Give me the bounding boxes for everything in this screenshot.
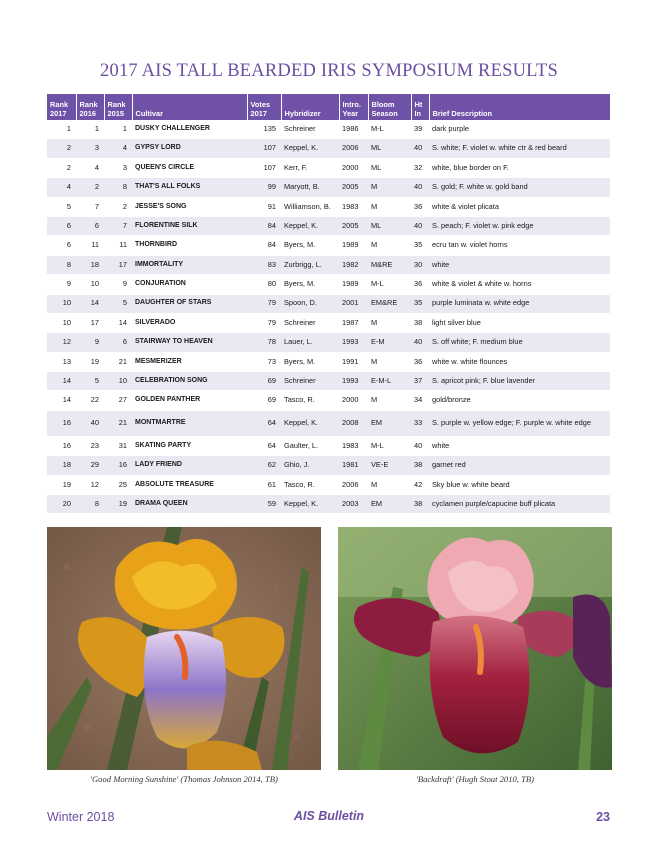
column-header-line: Rank (50, 100, 69, 109)
table-cell: Keppel, K. (281, 495, 339, 514)
table-cell: 2000 (339, 391, 368, 410)
table-cell: M (368, 391, 411, 410)
table-cell: 64 (247, 436, 281, 455)
table-cell: 40 (411, 436, 429, 455)
table-cell: 40 (76, 410, 104, 436)
table-cell: 3 (104, 158, 132, 177)
table-cell: 18 (76, 255, 104, 274)
table-cell: 4 (47, 178, 76, 197)
table-cell: ecru tan w. violet horns (429, 236, 610, 255)
table-cell: 62 (247, 456, 281, 475)
table-cell: 6 (47, 216, 76, 235)
column-header (368, 94, 411, 120)
table-cell: 5 (104, 294, 132, 313)
table-cell: 17 (104, 255, 132, 274)
table-row (47, 436, 610, 455)
table-cell: M (368, 197, 411, 216)
column-header-line: Brief Description (432, 109, 493, 118)
table-cell: 84 (247, 216, 281, 235)
table-cell: 73 (247, 352, 281, 371)
table-cell: 16 (47, 410, 76, 436)
column-header (132, 94, 247, 120)
table-cell: Schreiner (281, 120, 339, 139)
table-cell: FLORENTINE SILK (132, 216, 247, 235)
column-header-line: Hybridizer (284, 109, 321, 118)
table-cell: 22 (76, 391, 104, 410)
table-cell: 16 (47, 436, 76, 455)
table-cell: ML (368, 139, 411, 158)
table-row (47, 139, 610, 158)
column-header-line: Bloom (371, 100, 395, 109)
table-cell: 18 (47, 456, 76, 475)
table-cell: 11 (76, 236, 104, 255)
table-cell: 39 (411, 120, 429, 139)
table-cell: SKATING PARTY (132, 436, 247, 455)
table-cell: 4 (104, 139, 132, 158)
table-cell: 8 (104, 178, 132, 197)
table-cell: 2 (47, 139, 76, 158)
table-cell: 69 (247, 372, 281, 391)
column-header-line: Ht (414, 100, 423, 109)
page-number: 23 (596, 810, 610, 824)
table-cell: M-L (368, 120, 411, 139)
table-cell: 1989 (339, 236, 368, 255)
table-cell: CELEBRATION SONG (132, 372, 247, 391)
table-cell: 35 (411, 236, 429, 255)
table-cell: 79 (247, 313, 281, 332)
table-cell: 12 (47, 333, 76, 352)
table-row (47, 178, 610, 197)
table-cell: 1983 (339, 436, 368, 455)
table-row (47, 216, 610, 235)
table-cell: Byers, M. (281, 352, 339, 371)
table-cell: 23 (76, 436, 104, 455)
table-cell: 1993 (339, 372, 368, 391)
table-cell: 14 (104, 313, 132, 332)
table-cell: 33 (411, 410, 429, 436)
table-cell: 59 (247, 495, 281, 514)
table-cell: GOLDEN PANTHER (132, 391, 247, 410)
column-header (281, 94, 339, 120)
table-cell: 19 (47, 475, 76, 494)
table-cell: 1 (104, 120, 132, 139)
table-cell: 29 (76, 456, 104, 475)
column-header (104, 94, 132, 120)
table-cell: Tasco, R. (281, 391, 339, 410)
table-cell: 2003 (339, 495, 368, 514)
table-cell: 40 (411, 333, 429, 352)
table-cell: JESSE'S SONG (132, 197, 247, 216)
table-cell: 36 (411, 352, 429, 371)
table-cell: Keppel, K. (281, 216, 339, 235)
table-row (47, 495, 610, 514)
table-row (47, 197, 610, 216)
table-cell: 38 (411, 456, 429, 475)
table-cell: 38 (411, 313, 429, 332)
table-cell: Ghio, J. (281, 456, 339, 475)
table-cell: 35 (411, 294, 429, 313)
table-cell: M (368, 178, 411, 197)
table-cell: Keppel, K. (281, 410, 339, 436)
table-cell: Maryott, B. (281, 178, 339, 197)
table-cell: white & violet plicata (429, 197, 610, 216)
table-cell: 1982 (339, 255, 368, 274)
table-cell: M-L (368, 436, 411, 455)
table-row (47, 275, 610, 294)
table-cell: Kerr, F. (281, 158, 339, 177)
table-cell: 2005 (339, 216, 368, 235)
table-cell: STAIRWAY TO HEAVEN (132, 333, 247, 352)
table-cell: 32 (411, 158, 429, 177)
table-cell: 16 (104, 456, 132, 475)
table-cell: 9 (47, 275, 76, 294)
table-cell: 99 (247, 178, 281, 197)
table-cell: 34 (411, 391, 429, 410)
table-cell: 30 (411, 255, 429, 274)
table-cell: Lauer, L. (281, 333, 339, 352)
footer-publication: AIS Bulletin (293, 809, 365, 823)
column-header-line: Season (371, 109, 398, 118)
table-cell: Sky blue w. white beard (429, 475, 610, 494)
table-cell: EM (368, 410, 411, 436)
table-cell: Gaulter, L. (281, 436, 339, 455)
table-cell: DRAMA QUEEN (132, 495, 247, 514)
table-cell: Keppel, K. (281, 139, 339, 158)
table-cell: Williamson, B. (281, 197, 339, 216)
table-cell: 27 (104, 391, 132, 410)
iris-photo-good-morning-sunshine (47, 527, 321, 770)
table-cell: M (368, 475, 411, 494)
table-cell: 2001 (339, 294, 368, 313)
table-cell: 1987 (339, 313, 368, 332)
column-header-line: 2017 (50, 109, 67, 118)
table-cell: Schreiner (281, 313, 339, 332)
table-cell: 17 (76, 313, 104, 332)
table-cell: 1 (47, 120, 76, 139)
table-cell: white, blue border on F. (429, 158, 610, 177)
table-cell: M (368, 352, 411, 371)
table-cell: 2 (76, 178, 104, 197)
table-cell: 8 (76, 495, 104, 514)
table-cell: 2005 (339, 178, 368, 197)
table-cell: S. off white; F. medium blue (429, 333, 610, 352)
table-cell: 1981 (339, 456, 368, 475)
table-cell: E-M (368, 333, 411, 352)
column-header (76, 94, 104, 120)
table-cell: DUSKY CHALLENGER (132, 120, 247, 139)
column-header-line: Intro. (342, 100, 361, 109)
table-cell: 10 (47, 294, 76, 313)
table-cell: 5 (76, 372, 104, 391)
table-cell: 2006 (339, 139, 368, 158)
table-row (47, 352, 610, 371)
table-row (47, 255, 610, 274)
column-header-line: Rank (79, 100, 98, 109)
table-cell: Tasco, R. (281, 475, 339, 494)
table-cell: EM (368, 495, 411, 514)
table-cell: THORNBIRD (132, 236, 247, 255)
table-cell: M-L (368, 275, 411, 294)
table-cell: gold/bronze (429, 391, 610, 410)
table-cell: QUEEN'S CIRCLE (132, 158, 247, 177)
column-header-line: 2015 (107, 109, 124, 118)
footer-issue: Winter 2018 (47, 810, 115, 824)
table-cell: GYPSY LORD (132, 139, 247, 158)
table-cell: 1989 (339, 275, 368, 294)
table-cell: M (368, 313, 411, 332)
column-header (339, 94, 368, 120)
table-cell: SILVERADO (132, 313, 247, 332)
table-cell: Byers, M. (281, 275, 339, 294)
table-cell: 13 (47, 352, 76, 371)
table-row (47, 236, 610, 255)
table-cell: cyclamen purple/capucine buff plicata (429, 495, 610, 514)
table-cell: S. apricot pink; F. blue lavender (429, 372, 610, 391)
column-header (247, 94, 281, 120)
table-cell: white & violet & white w. horns (429, 275, 610, 294)
table-cell: 10 (104, 372, 132, 391)
table-cell: white (429, 436, 610, 455)
table-cell: Spoon, D. (281, 294, 339, 313)
table-cell: ABSOLUTE TREASURE (132, 475, 247, 494)
table-cell: 2006 (339, 475, 368, 494)
column-header (411, 94, 429, 120)
photo-caption: 'Good Morning Sunshine' (Thomas Johnson 2014, TB) (90, 774, 278, 784)
table-cell: S. peach; F. violet w. pink edge (429, 216, 610, 235)
table-cell: 84 (247, 236, 281, 255)
table-cell: 61 (247, 475, 281, 494)
table-cell: 8 (47, 255, 76, 274)
table-cell: THAT'S ALL FOLKS (132, 178, 247, 197)
column-header-line: Year (342, 109, 359, 118)
table-row (47, 120, 610, 139)
table-cell: S. purple w. yellow edge; F. purple w. white edge (429, 410, 610, 436)
table-row (47, 294, 610, 313)
table-cell: 6 (47, 236, 76, 255)
table-cell: 3 (76, 139, 104, 158)
table-cell: ML (368, 216, 411, 235)
table-cell: 40 (411, 216, 429, 235)
table-header-row (47, 94, 610, 120)
table-cell: 19 (104, 495, 132, 514)
table-cell: DAUGHTER OF STARS (132, 294, 247, 313)
table-cell: 80 (247, 275, 281, 294)
results-table (47, 94, 610, 514)
table-cell: 79 (247, 294, 281, 313)
table-cell: MESMERIZER (132, 352, 247, 371)
table-cell: 83 (247, 255, 281, 274)
column-header-line: 2016 (79, 109, 96, 118)
table-cell: S. white; F. violet w. white ctr & red beard (429, 139, 610, 158)
page-title: 2017 AIS TALL BEARDED IRIS SYMPOSIUM RESULTS (100, 61, 558, 81)
table-cell: 69 (247, 391, 281, 410)
table-cell: M&RE (368, 255, 411, 274)
table-row (47, 333, 610, 352)
table-cell: 9 (76, 333, 104, 352)
table-cell: 2 (104, 197, 132, 216)
table-row (47, 410, 610, 436)
table-cell: white (429, 255, 610, 274)
table-row (47, 391, 610, 410)
table-cell: IMMORTALITY (132, 255, 247, 274)
table-cell: 107 (247, 139, 281, 158)
photo-caption: 'Backdraft' (Hugh Stout 2010, TB) (415, 774, 534, 784)
table-cell: 107 (247, 158, 281, 177)
table-cell: VE-E (368, 456, 411, 475)
table-cell: 14 (47, 372, 76, 391)
table-row (47, 456, 610, 475)
table-cell: 20 (47, 495, 76, 514)
table-body (47, 120, 610, 514)
table-cell: 78 (247, 333, 281, 352)
table-row (47, 313, 610, 332)
table-cell: 11 (104, 236, 132, 255)
table-cell: 10 (76, 275, 104, 294)
table-cell: dark purple (429, 120, 610, 139)
table-cell: 2000 (339, 158, 368, 177)
table-cell: M (368, 236, 411, 255)
table-cell: 6 (76, 216, 104, 235)
table-cell: 36 (411, 197, 429, 216)
table-cell: 10 (47, 313, 76, 332)
table-cell: 1986 (339, 120, 368, 139)
table-cell: 6 (104, 333, 132, 352)
table-cell: LADY FRIEND (132, 456, 247, 475)
column-header (429, 94, 610, 120)
table-row (47, 158, 610, 177)
table-cell: white w. white flounces (429, 352, 610, 371)
table-cell: 21 (104, 410, 132, 436)
table-cell: MONTMARTRE (132, 410, 247, 436)
table-cell: Schreiner (281, 372, 339, 391)
table-cell: 21 (104, 352, 132, 371)
table-cell: Byers, M. (281, 236, 339, 255)
table-cell: 5 (47, 197, 76, 216)
table-cell: 14 (76, 294, 104, 313)
table-cell: E-M-L (368, 372, 411, 391)
table-cell: 40 (411, 178, 429, 197)
table-cell: ML (368, 158, 411, 177)
table-cell: purple luminata w. white edge (429, 294, 610, 313)
table-cell: EM&RE (368, 294, 411, 313)
table-cell: 38 (411, 495, 429, 514)
table-cell: CONJURATION (132, 275, 247, 294)
table-cell: 135 (247, 120, 281, 139)
table-row (47, 372, 610, 391)
table-cell: 12 (76, 475, 104, 494)
table-cell: 9 (104, 275, 132, 294)
table-cell: 31 (104, 436, 132, 455)
table-cell: 1983 (339, 197, 368, 216)
table-cell: 2008 (339, 410, 368, 436)
table-cell: 4 (76, 158, 104, 177)
table-cell: 91 (247, 197, 281, 216)
table-cell: 25 (104, 475, 132, 494)
column-header-line: 2017 (250, 109, 267, 118)
iris-photo-backdraft (338, 527, 612, 770)
table-cell: 14 (47, 391, 76, 410)
column-header-line: Votes (250, 100, 271, 109)
column-header-line: Rank (107, 100, 126, 109)
column-header (47, 94, 76, 120)
table-cell: 7 (104, 216, 132, 235)
table-cell: 64 (247, 410, 281, 436)
table-cell: 2 (47, 158, 76, 177)
table-cell: 19 (76, 352, 104, 371)
table-cell: 7 (76, 197, 104, 216)
table-cell: garnet red (429, 456, 610, 475)
table-cell: 36 (411, 275, 429, 294)
table-cell: 1 (76, 120, 104, 139)
table-cell: 42 (411, 475, 429, 494)
table-cell: light silver blue (429, 313, 610, 332)
column-header-line: In (414, 109, 422, 118)
table-cell: 1993 (339, 333, 368, 352)
table-cell: 1991 (339, 352, 368, 371)
table-cell: Zurbrigg, L. (281, 255, 339, 274)
column-header-line: Cultivar (135, 109, 164, 118)
table-cell: 40 (411, 139, 429, 158)
table-cell: 37 (411, 372, 429, 391)
table-cell: S. gold; F. white w. gold band (429, 178, 610, 197)
table-row (47, 475, 610, 494)
